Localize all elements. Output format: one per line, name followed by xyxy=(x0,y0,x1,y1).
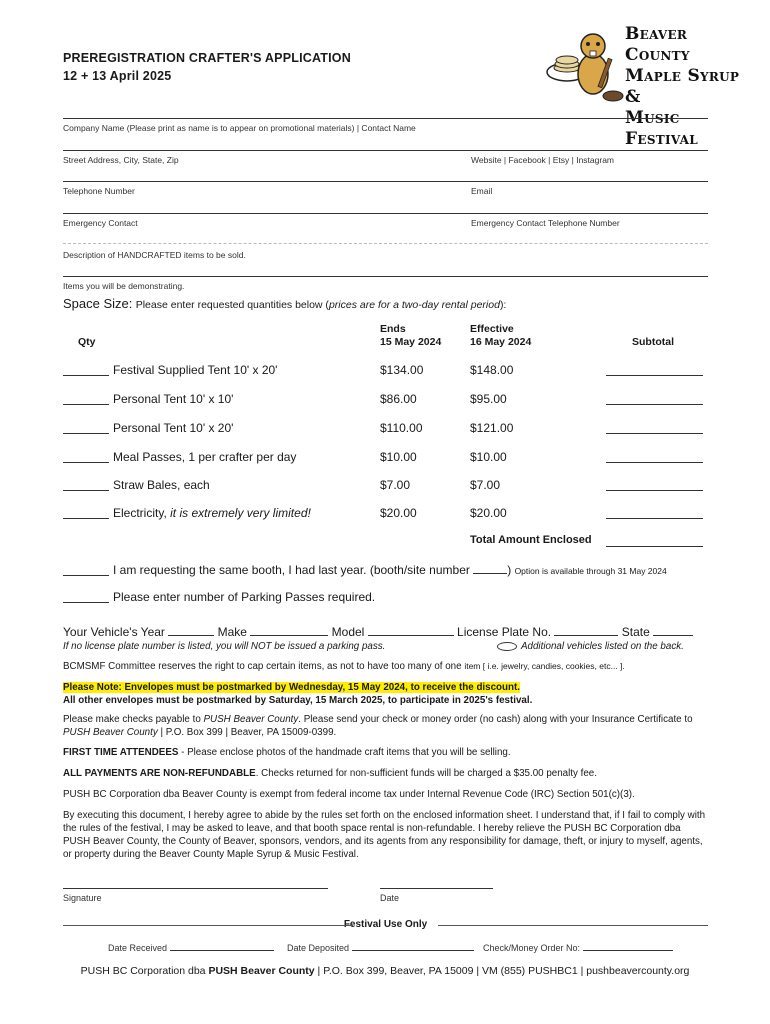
subtotal-field[interactable] xyxy=(606,490,703,491)
emergency-contact-line[interactable] xyxy=(63,213,708,214)
subtotal-field[interactable] xyxy=(606,404,703,405)
parking-text: Please enter number of Parking Passes required. xyxy=(113,590,376,604)
divider-rule xyxy=(438,925,708,926)
item-label: Personal Tent 10' x 20' xyxy=(113,421,234,435)
telephone-line[interactable] xyxy=(63,181,708,182)
qty-field[interactable] xyxy=(63,375,109,376)
late-price: $20.00 xyxy=(470,506,507,520)
website-label: Website | Facebook | Etsy | Instagram xyxy=(471,155,614,165)
street-address-label: Street Address, City, State, Zip xyxy=(63,155,179,165)
booth-request-text: I am requesting the same booth, I had last year. (booth/site number ) Option is available through 31 May 2024 xyxy=(113,563,667,577)
space-size-heading: Space Size: Please enter requested quantities below (prices are for a two-day rental period): xyxy=(63,296,507,311)
subtotal-field[interactable] xyxy=(606,462,703,463)
subtotal-field[interactable] xyxy=(606,375,703,376)
street-address-line[interactable] xyxy=(63,150,708,151)
description-line[interactable] xyxy=(63,243,708,244)
item-label: Electricity, it is extremely very limited! xyxy=(113,506,311,520)
subtotal-field[interactable] xyxy=(606,433,703,434)
late-price: $148.00 xyxy=(470,363,514,377)
booth-request-field[interactable] xyxy=(63,575,109,576)
subtotal-field[interactable] xyxy=(606,518,703,519)
item-label: Straw Bales, each xyxy=(113,478,210,492)
license-plate-note: If no license plate number is listed, you will NOT be issued a parking pass. xyxy=(63,641,386,652)
qty-field[interactable] xyxy=(63,518,109,519)
qty-field[interactable] xyxy=(63,433,109,434)
vehicle-make-field[interactable] xyxy=(250,625,328,636)
email-label: Email xyxy=(471,186,493,196)
vehicle-model-field[interactable] xyxy=(368,625,454,636)
early-price: $134.00 xyxy=(380,363,424,377)
festival-use-divider: Festival Use Only xyxy=(63,919,708,930)
early-price: $20.00 xyxy=(380,506,417,520)
date-received-field[interactable] xyxy=(170,942,274,951)
item-label: Festival Supplied Tent 10' x 20' xyxy=(113,363,278,377)
company-name-label: Company Name (Please print as name is to appear on promotional materials) | Contact Name xyxy=(63,123,416,133)
first-time-note: FIRST TIME ATTENDEES - Please enclose photos of the handmade craft items that you will be selling. xyxy=(63,747,511,758)
tax-exempt-note: PUSH BC Corporation dba Beaver County is exempt from federal income tax under Internal Revenue Code (IRC) Section 501(c)(3). xyxy=(63,789,635,800)
date-deposited: Date Deposited xyxy=(287,942,474,953)
demonstrating-line[interactable] xyxy=(63,276,708,277)
early-price: $110.00 xyxy=(380,421,423,435)
check-number: Check/Money Order No: xyxy=(483,942,673,953)
parking-passes-field[interactable] xyxy=(63,602,109,603)
agreement-text: By executing this document, I hereby agree to abide by the rules set forth on the enclosed information sheet. I understand that, if I fail to comply with the rules of the festival, I may be asked to leave, and that booth space rental is non-refundable. I hereby relieve the PUSH BC Corporation dba PUSH Beaver County, the County of Beaver, sponsors, vendors, and its agents from any responsibility for damage, theft, or injury to myself, agents, or property during the Beaver County Maple Syrup & Music Festival. xyxy=(63,810,706,860)
parking-row xyxy=(63,590,708,608)
divider-rule xyxy=(63,925,353,926)
date-received: Date Received xyxy=(108,942,274,953)
license-plate-field[interactable] xyxy=(554,625,618,636)
qty-header: Qty xyxy=(78,336,96,348)
check-number-field[interactable] xyxy=(583,942,673,951)
early-price: $10.00 xyxy=(380,450,417,464)
booth-number-field[interactable] xyxy=(473,563,507,574)
table-row xyxy=(63,421,708,439)
emergency-phone-label: Emergency Contact Telephone Number xyxy=(471,218,620,228)
ends-header: Ends 15 May 2024 xyxy=(380,323,442,348)
event-dates: 12 + 13 April 2025 xyxy=(63,69,172,83)
non-refundable-note: ALL PAYMENTS ARE NON-REFUNDABLE. Checks returned for non-sufficient funds will be charged a $35.00 penalty fee. xyxy=(63,768,597,779)
early-price: $86.00 xyxy=(380,392,417,406)
payment-instructions: Please make checks payable to PUSH Beaver County. Please send your check or money order (no cash) along with your Insurance Certificate to PUSH Beaver County | P.O. Box 399 | Beaver, PA 15009-0399. xyxy=(63,714,693,738)
date-label: Date xyxy=(380,893,400,903)
beaver-mascot-icon xyxy=(545,24,625,104)
postmark-notice: Please Note: Envelopes must be postmarked by Wednesday, 15 May 2024, to receive the discount. All other envelopes must be postmarked by Saturday, 15 March 2025, to participate in 2025's festival. xyxy=(63,682,533,706)
table-row xyxy=(63,506,708,524)
item-label: Personal Tent 10' x 10' xyxy=(113,392,234,406)
booth-request-row xyxy=(63,563,708,581)
description-label: Description of HANDCRAFTED items to be sold. xyxy=(63,250,246,260)
late-price: $95.00 xyxy=(470,392,507,406)
late-price: $7.00 xyxy=(470,478,501,492)
company-name-line[interactable] xyxy=(63,118,708,119)
festival-logo xyxy=(545,24,750,149)
subtotal-header: Subtotal xyxy=(632,336,674,348)
table-row xyxy=(63,363,708,381)
late-price: $10.00 xyxy=(470,450,507,464)
logo-text: Beaver County Maple Syrup & Music Festival xyxy=(625,24,740,149)
qty-field[interactable] xyxy=(63,490,109,491)
total-amount-field[interactable] xyxy=(606,546,703,547)
table-row xyxy=(63,478,708,496)
vehicle-state-field[interactable] xyxy=(653,625,693,636)
date-deposited-field[interactable] xyxy=(352,942,474,951)
item-label: Meal Passes, 1 per crafter per day xyxy=(113,450,297,464)
table-row xyxy=(63,450,708,468)
demonstrating-label: Items you will be demonstrating. xyxy=(63,281,185,291)
committee-note: BCMSMF Committee reserves the right to cap certain items, as not to have too many of one item [ i.e. jewelry, candies, cookies, etc... ]. xyxy=(63,661,625,672)
qty-field[interactable] xyxy=(63,462,109,463)
telephone-label: Telephone Number xyxy=(63,186,135,196)
footer-contact: PUSH BC Corporation dba PUSH Beaver County | P.O. Box 399, Beaver, PA 15009 | VM (855) PUSHBC1 | pushbeavercounty.org xyxy=(80,965,690,977)
vehicle-info: Your Vehicle's Year Make Model License Plate No. State xyxy=(63,625,708,639)
date-line[interactable] xyxy=(380,888,493,889)
additional-vehicles-checkbox[interactable] xyxy=(497,642,517,651)
signature-label: Signature xyxy=(63,893,102,903)
total-amount-label: Total Amount Enclosed xyxy=(470,534,592,546)
page-title xyxy=(63,49,351,85)
late-price: $121.00 xyxy=(470,421,514,435)
early-price: $7.00 xyxy=(380,478,411,492)
emergency-contact-label: Emergency Contact xyxy=(63,218,138,228)
qty-field[interactable] xyxy=(63,404,109,405)
additional-vehicles-note: Additional vehicles listed on the back. xyxy=(497,640,717,653)
effective-header: Effective 16 May 2024 xyxy=(470,323,532,348)
vehicle-year-field[interactable] xyxy=(168,625,214,636)
title-line: PREREGISTRATION CRAFTER'S APPLICATION xyxy=(63,51,351,65)
table-row xyxy=(63,392,708,410)
signature-line[interactable] xyxy=(63,888,328,889)
